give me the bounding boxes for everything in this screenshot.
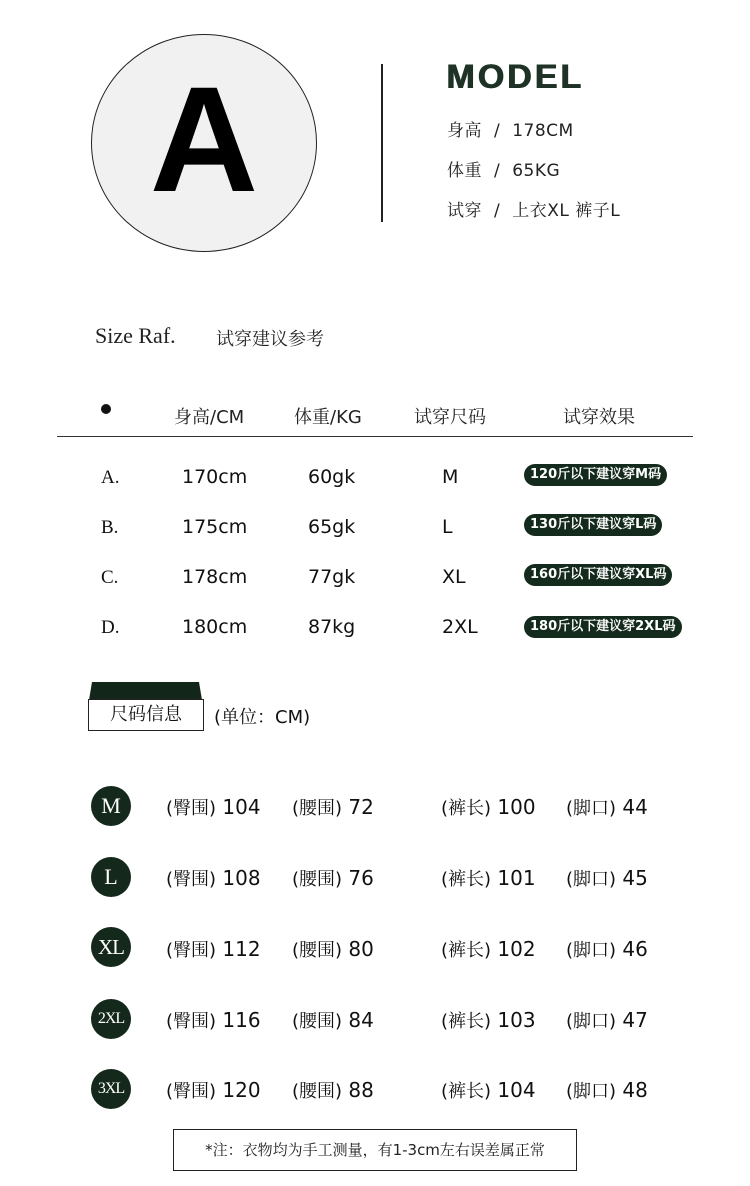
hip-value: 120 — [222, 1078, 261, 1102]
model-letter: A — [149, 55, 259, 223]
cuff-value: 47 — [622, 1008, 648, 1032]
row-effect-badge: 130斤以下建议穿L码 — [524, 514, 662, 536]
size-row-waist — [292, 794, 374, 820]
row-weight: 87kg — [308, 616, 356, 638]
size-row-cuff — [566, 1077, 648, 1103]
table-divider — [57, 436, 693, 437]
size-row — [166, 1007, 261, 1033]
size-row-cuff — [566, 936, 648, 962]
model-height-value: 178CM — [512, 121, 574, 141]
size-row — [166, 936, 261, 962]
length-label: (裤长) — [441, 940, 492, 961]
row-size: L — [442, 516, 453, 538]
waist-value: 84 — [348, 1008, 374, 1032]
hip-label: (臀围) — [166, 1011, 217, 1032]
model-fit-label: 试穿 — [447, 201, 482, 221]
size-row — [166, 865, 261, 891]
length-label: (裤长) — [441, 1011, 492, 1032]
model-fit — [447, 196, 620, 221]
hip-label: (臀围) — [166, 1081, 217, 1102]
model-circle — [91, 34, 317, 252]
cuff-label: (脚口) — [566, 798, 617, 819]
size-info-tab-accent — [89, 682, 202, 700]
hip-label: (臀围) — [166, 798, 217, 819]
length-value: 102 — [497, 937, 536, 961]
hip-value: 112 — [222, 937, 261, 961]
size-info-title: 尺码信息 — [88, 699, 204, 731]
size-row — [166, 794, 261, 820]
row-size: M — [442, 466, 459, 488]
size-row-length — [441, 794, 536, 820]
waist-value: 80 — [348, 937, 374, 961]
bullet-dot-icon — [101, 404, 111, 414]
row-height: 180cm — [182, 616, 248, 638]
divider-line — [381, 64, 383, 222]
size-badge: M — [91, 786, 131, 826]
waist-label: (腰围) — [292, 1081, 343, 1102]
size-ref-subtitle: 试穿建议参考 — [216, 329, 324, 350]
separator: / — [494, 121, 501, 141]
waist-label: (腰围) — [292, 940, 343, 961]
cuff-value: 45 — [622, 866, 648, 890]
size-row-length — [441, 1007, 536, 1033]
header-size: 试穿尺码 — [414, 407, 486, 428]
model-weight-value: 65KG — [512, 161, 561, 181]
waist-label: (腰围) — [292, 798, 343, 819]
waist-value: 88 — [348, 1078, 374, 1102]
waist-label: (腰围) — [292, 869, 343, 890]
size-row-cuff — [566, 794, 648, 820]
header-weight: 体重/KG — [294, 407, 362, 428]
size-row — [166, 1077, 261, 1103]
hip-value: 104 — [222, 795, 261, 819]
row-label: B. — [101, 517, 119, 538]
row-label: C. — [101, 567, 119, 588]
size-row-cuff — [566, 865, 648, 891]
size-badge: 2XL — [91, 999, 131, 1039]
length-label: (裤长) — [441, 869, 492, 890]
size-row-length — [441, 1077, 536, 1103]
cuff-label: (脚口) — [566, 1081, 617, 1102]
length-label: (裤长) — [441, 1081, 492, 1102]
cuff-label: (脚口) — [566, 940, 617, 961]
size-info-unit: (单位：CM) — [214, 707, 311, 728]
size-row-waist — [292, 1007, 374, 1033]
row-label: D. — [101, 617, 120, 638]
model-weight — [447, 156, 560, 181]
size-row-waist — [292, 865, 374, 891]
measurement-note: *注：衣物均为手工测量，有1-3cm左右误差属正常 — [173, 1129, 577, 1171]
model-weight-label: 体重 — [447, 161, 482, 181]
row-weight: 77gk — [308, 566, 356, 588]
size-row-waist — [292, 936, 374, 962]
size-row-length — [441, 865, 536, 891]
cuff-value: 44 — [622, 795, 648, 819]
size-ref-title: Size Raf. — [95, 323, 176, 348]
separator: / — [494, 201, 501, 221]
size-row-waist — [292, 1077, 374, 1103]
separator: / — [494, 161, 501, 181]
row-height: 175cm — [182, 516, 248, 538]
row-label: A. — [101, 467, 120, 488]
waist-label: (腰围) — [292, 1011, 343, 1032]
length-value: 101 — [497, 866, 536, 890]
hip-label: (臀围) — [166, 869, 217, 890]
length-value: 104 — [497, 1078, 536, 1102]
row-weight: 65gk — [308, 516, 356, 538]
waist-value: 72 — [348, 795, 374, 819]
row-height: 178cm — [182, 566, 248, 588]
hip-value: 108 — [222, 866, 261, 890]
size-badge: L — [91, 857, 131, 897]
size-row-cuff — [566, 1007, 648, 1033]
length-label: (裤长) — [441, 798, 492, 819]
row-weight: 60gk — [308, 466, 356, 488]
model-height — [447, 116, 574, 141]
model-height-label: 身高 — [447, 121, 482, 141]
cuff-value: 46 — [622, 937, 648, 961]
row-effect-badge: 120斤以下建议穿M码 — [524, 464, 667, 486]
row-size: 2XL — [442, 616, 478, 638]
row-size: XL — [442, 566, 466, 588]
cuff-label: (脚口) — [566, 869, 617, 890]
cuff-value: 48 — [622, 1078, 648, 1102]
hip-label: (臀围) — [166, 940, 217, 961]
row-effect-badge: 180斤以下建议穿2XL码 — [524, 616, 682, 638]
header-effect: 试穿效果 — [563, 407, 635, 428]
cuff-label: (脚口) — [566, 1011, 617, 1032]
size-badge: XL — [91, 927, 131, 967]
hip-value: 116 — [222, 1008, 261, 1032]
model-title: MODEL — [446, 58, 584, 96]
row-effect-badge: 160斤以下建议穿XL码 — [524, 564, 672, 586]
header-height: 身高/CM — [174, 407, 245, 428]
model-fit-value: 上衣XL 裤子L — [512, 201, 621, 221]
waist-value: 76 — [348, 866, 374, 890]
row-height: 170cm — [182, 466, 248, 488]
size-row-length — [441, 936, 536, 962]
length-value: 103 — [497, 1008, 536, 1032]
length-value: 100 — [497, 795, 536, 819]
size-badge: 3XL — [91, 1069, 131, 1109]
